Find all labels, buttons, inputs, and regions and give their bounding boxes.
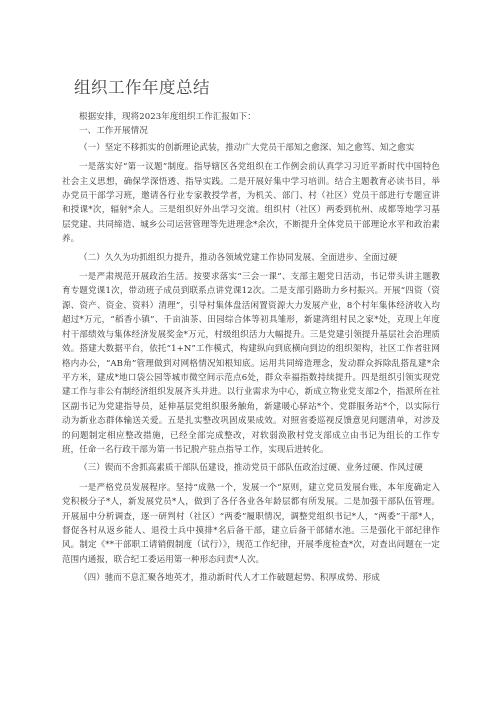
subsection-3-heading: （三）锲而不舍抓高素质干部队伍建设，推动党员干部队伍政治过硬、业务过硬、作风过硬 xyxy=(79,463,424,474)
document-title: 组织工作年度总结 xyxy=(74,78,210,97)
subsection-3-body: 一是严格党员发展程序。坚持“成熟一个，发展一个”原则，建立党员发展台账，本年度确定入党积极分子*人，新发展党员*人，做到了各仔各业各年龄层都有所发展。二是加强干部队伍管理。开展届中分析调查，逐一研判村（社区）“两委”履职情况，调整党组织书记*人，“两委”干部*人，督促各村从返乡能人、退役士兵中摸排*名后备干部，建立后备干部储水池。三是强化干部纪律作风。制定《**干部职工请销假制度（试行）》，规范工作纪律，开展季度检查*次，对查出问题在一定范围内通报，联合纪工委运用第一种形态问责*人次。 xyxy=(62,482,440,565)
subsection-1-heading: （一）坚定不移抓实的创新理论武装，推动广大党员干部知之愈深、知之愈笃、知之愈实 xyxy=(79,142,415,153)
subsection-4-heading: （四）驰而不息汇聚各地英才，推动新时代人才工作破题起势、积厚成势、形成 xyxy=(79,573,381,584)
subsection-1-body: 一是落实好“第一议题”制度。指导辖区各党组织在工作例会前认真学习习近平新时代中国特色社会主义思想，确保学深悟透、指导实践。二是开展好集中学习培训。结合主题教育必读书目，举办党员干部学习班，邀请各行业专家教授学者，为机关、部门、村（社区）党员干部进行专题宣讲和授课*次，辐射*余人。三是组织好外出学习交流。组织村（社区）两委到杭州、成都等地学习基层党建、共同缔造、城乡公司运营管理等先进理念*余次，不断提升全体党员干部理论水平和政治素养。 xyxy=(62,162,440,245)
intro-paragraph: 根据安排，现将2023年度组织工作汇报如下： xyxy=(79,112,256,122)
section-1-heading: 一、工作开展情况 xyxy=(79,126,148,137)
subsection-2-heading: （二）久久为功抓组织力提升，推动各领域党建工作协同发展、全面进步、全面过硬 xyxy=(79,252,398,263)
subsection-2-body: 一是严肃规范开展政治生活。按要求落实“三会一课”、支部主题党日活动，书记带头讲主题教育专题党课1次，带动班子成员到联系点讲党课12次。二是支部引路助力乡村振兴。开展“四资（资源、资产、资金、资料）清理”，引导村集体盘活闲置资源大力发展产业，8个村年集体经济收入均超过*万元，“稻香小镇”、千亩油茶、田园综合体等初具雏形，新建湾组村民之家*处，克现上年度村干部绩效与集体经济发展奖金*万元，村级组织活力大幅提升。三是党建引领提升基层社会治理质效。搭建大数据平台，依托“1+N”工作模式，构建纵向到底横向到边的组织架构，社区工作者驻网格内办公，“AB角”管理做到对网格情况知根知底。运用共同缔造理念，发动群众拆除乱搭乱建*余平方米，建成*地口袋公园等城市微空间示范点6处，群众幸福指数持续提升。四是组织引领实现党建工作与非公有制经济组织发展齐头并进。以行业需求为中心，新成立物业党支部2个，指派所在社区副书记为党建指导员，延伸基层党组织服务触角，新建暖心驿站*个、党群服务站*个，以实际行动为新业态群体输送关爱。五是扎实整改巩固成果成效。对照省委巡视反馈意见问题清单，对涉及的问题制定相应整改措施，已经全部完成整改，对软弱涣散村党支部成立由书记为组长的工作专班，任命一名行政干部为第一书记脱产驻点指导工作，实现后进转化。 xyxy=(62,272,440,455)
